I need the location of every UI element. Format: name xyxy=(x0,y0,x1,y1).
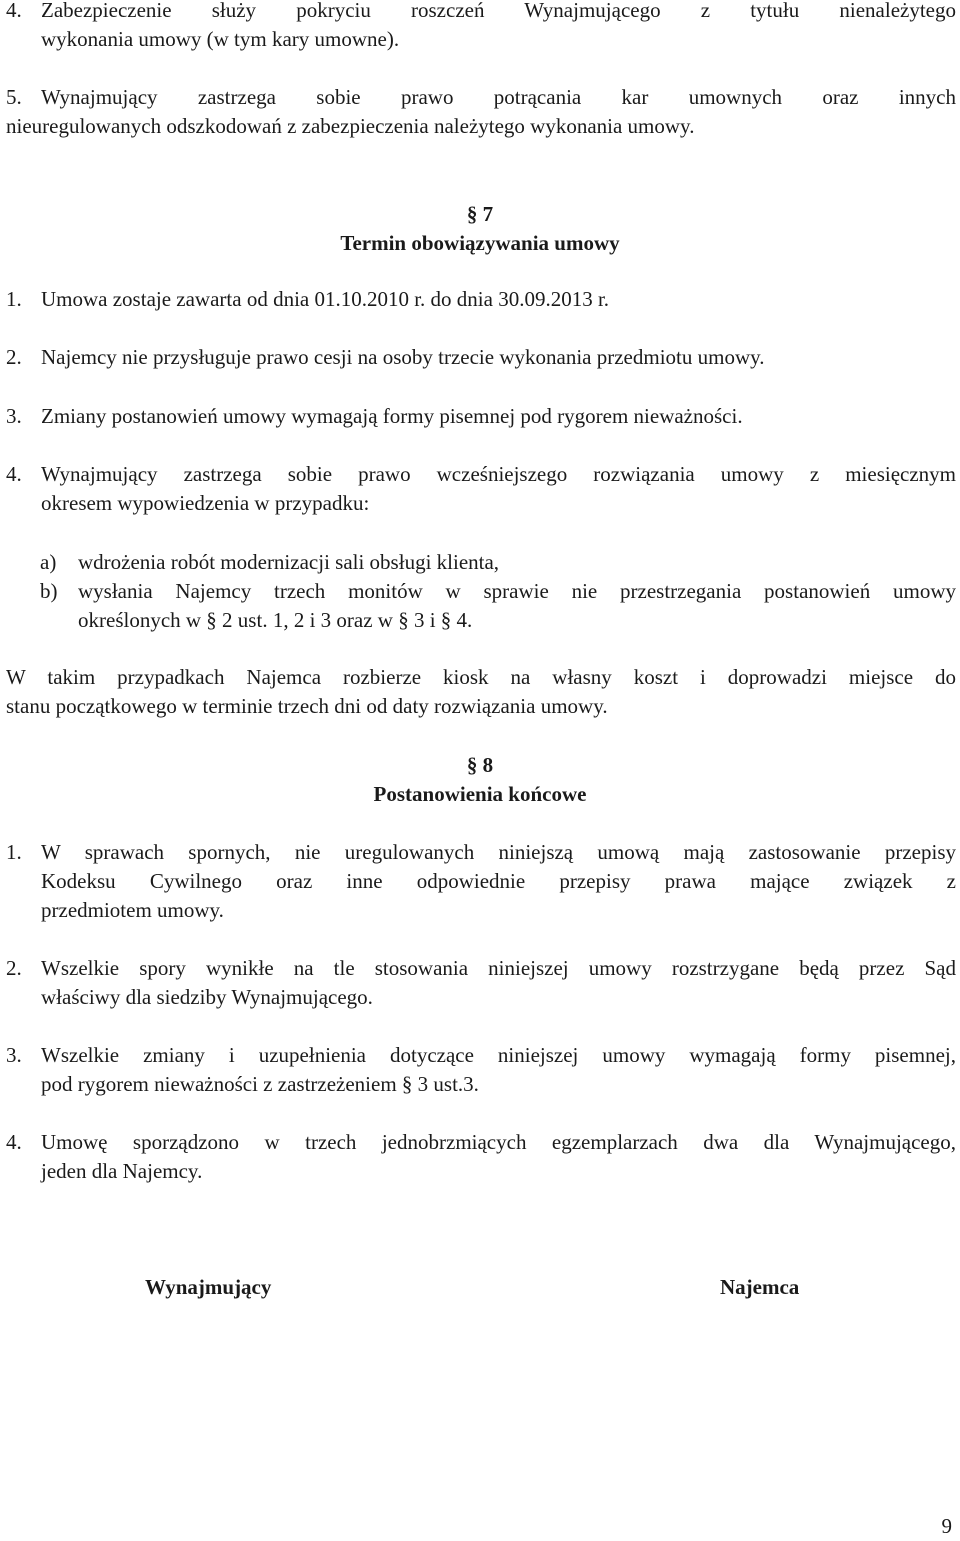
clause-4 xyxy=(6,0,956,54)
s8-item-3 xyxy=(6,1041,956,1099)
clause-text: Umowa zostaje zawarta od dnia 01.10.2010 r. do dnia 30.09.2013 r. xyxy=(41,287,610,311)
s8-item-4 xyxy=(6,1128,956,1186)
signature-tenant: Najemca xyxy=(720,1275,800,1299)
s8-item-1 xyxy=(6,838,956,925)
paragraph-text: W takim przypadkach Najemca rozbierze kiosk na własny koszt i doprowadzi miejsce do xyxy=(6,665,956,689)
paragraph-text: stanu początkowego w terminie trzech dni od daty rozwiązania umowy. xyxy=(6,694,608,718)
s7-subitem-b xyxy=(40,577,956,635)
clause-text: jeden dla Najemcy. xyxy=(41,1159,203,1183)
clause-text: Zmiany postanowień umowy wymagają formy pisemnej pod rygorem nieważności. xyxy=(41,404,743,428)
clause-text: Najemcy nie przysługuje prawo cesji na osoby trzecie wykonania przedmiotu umowy. xyxy=(41,345,765,369)
clause-text: przedmiotem umowy. xyxy=(41,898,224,922)
clause-text: Wynajmujący zastrzega sobie prawo potrącania kar umownych oraz innych xyxy=(41,85,956,109)
s7-item-3 xyxy=(6,402,956,431)
clause-number: 2. xyxy=(6,345,22,369)
subitem-text: wysłania Najemcy trzech monitów w sprawie nie przestrzegania postanowień umowy xyxy=(78,579,956,603)
clause-text: Umowę sporządzono w trzech jednobrzmiących egzemplarzach dwa dla Wynajmującego, xyxy=(41,1130,956,1154)
clause-text: Kodeksu Cywilnego oraz inne odpowiednie przepisy prawa mające związek z xyxy=(41,869,956,893)
s7-item-2 xyxy=(6,343,956,372)
clause-number: 1. xyxy=(6,840,22,864)
clause-text: pod rygorem nieważności z zastrzeżeniem § 3 ust.3. xyxy=(41,1072,479,1096)
clause-number: 3. xyxy=(6,404,22,428)
s7-paragraph xyxy=(6,663,956,721)
clause-text: Wszelkie zmiany i uzupełnienia dotyczące niniejszej umowy wymagają formy pisemnej, xyxy=(41,1043,956,1067)
section-8-number: § 8 xyxy=(466,753,494,777)
section-7-number: § 7 xyxy=(466,202,494,226)
subitem-label: b) xyxy=(40,579,58,603)
clause-number: 4. xyxy=(6,462,22,486)
clause-text: Zabezpieczenie służy pokryciu roszczeń Wynajmującego z tytułu nienależytego xyxy=(41,0,956,22)
clause-number: 3. xyxy=(6,1043,22,1067)
clause-5 xyxy=(6,83,956,141)
s7-subitem-a xyxy=(40,548,956,577)
s7-item-1 xyxy=(6,285,956,314)
section-7-title: Termin obowiązywania umowy xyxy=(340,231,620,255)
clause-text: właściwy dla siedziby Wynajmującego. xyxy=(41,985,373,1009)
clause-text: nieuregulowanych odszkodowań z zabezpieczenia należytego wykonania umowy. xyxy=(6,114,695,138)
clause-text: Wszelkie spory wynikłe na tle stosowania niniejszej umowy rozstrzygane będą przez Sąd xyxy=(41,956,956,980)
section-8-title: Postanowienia końcowe xyxy=(373,782,587,806)
subitem-text: określonych w § 2 ust. 1, 2 i 3 oraz w § 3 i § 4. xyxy=(78,608,473,632)
clause-text: okresem wypowiedzenia w przypadku: xyxy=(41,491,370,515)
clause-text: wykonania umowy (w tym kary umowne). xyxy=(41,27,400,51)
subitem-text: wdrożenia robót modernizacji sali obsługi klienta, xyxy=(78,550,500,574)
clause-number: 1. xyxy=(6,287,22,311)
page-number: 9 xyxy=(941,1514,952,1538)
s8-item-2 xyxy=(6,954,956,1012)
clause-text: W sprawach spornych, nie uregulowanych niniejszą umową mają zastosowanie przepisy xyxy=(41,840,956,864)
clause-text: Wynajmujący zastrzega sobie prawo wcześniejszego rozwiązania umowy z miesięcznym xyxy=(41,462,956,486)
s7-item-4 xyxy=(6,460,956,518)
clause-number: 5. xyxy=(6,85,22,109)
subitem-label: a) xyxy=(40,550,57,574)
clause-number: 4. xyxy=(6,0,22,22)
clause-number: 4. xyxy=(6,1130,22,1154)
signature-landlord: Wynajmujący xyxy=(145,1275,272,1299)
clause-number: 2. xyxy=(6,956,22,980)
